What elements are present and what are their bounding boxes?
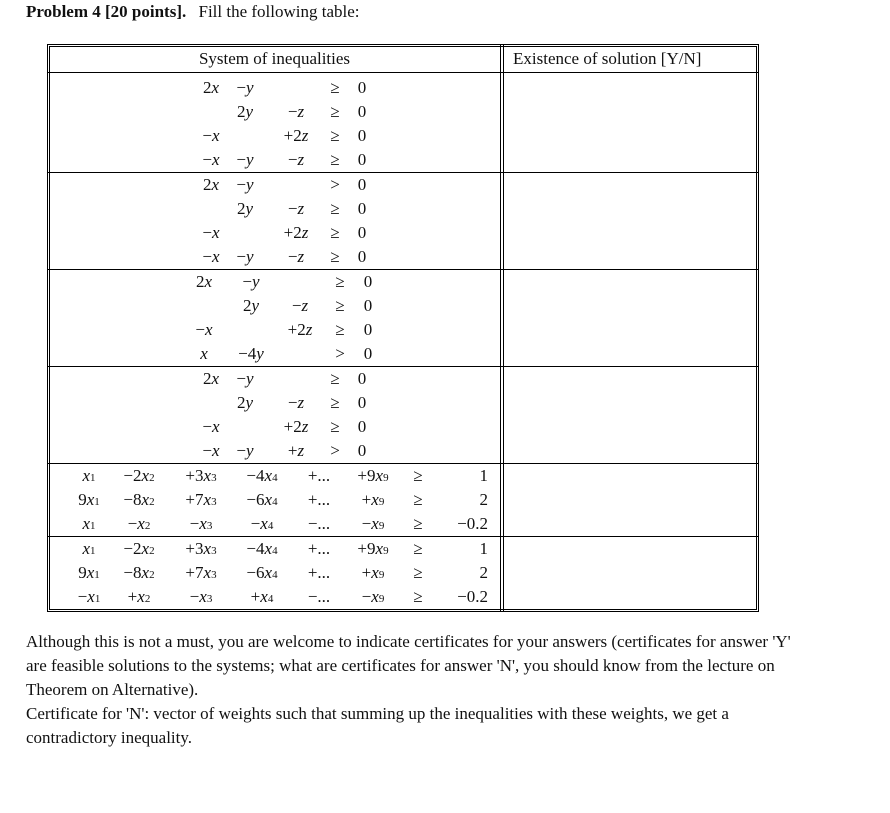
inequality-row (0, 391, 500, 415)
inequality-term: +... (307, 563, 331, 582)
inequality-term: +z (287, 441, 305, 460)
inequality-term: ≥ (330, 199, 340, 218)
inequality-term: −x (202, 126, 220, 145)
inequality-term: 0 (363, 296, 373, 315)
inequality-term: ≥ (330, 417, 340, 436)
header-existence-of-solution: Existence of solution [Y/N] (513, 49, 702, 68)
inequality-term: −z (287, 247, 305, 266)
inequality-term: 2x (202, 369, 220, 388)
inequality-row (0, 221, 500, 245)
inequality-term: −z (287, 199, 305, 218)
inequality-term: 2y (236, 199, 254, 218)
inequality-row (0, 367, 500, 391)
inequality-term: 0 (357, 441, 367, 460)
inequality-term: −x (202, 150, 220, 169)
inequality-term: +9x9 (357, 466, 389, 485)
inequality-term: 0 (363, 344, 373, 363)
inequality-term: ≥ (330, 78, 340, 97)
inequality-term: −z (287, 150, 305, 169)
inequality-row (0, 464, 500, 488)
inequality-term: −x9 (361, 587, 385, 606)
inequality-term: > (330, 441, 340, 460)
inequality-term: −8x2 (123, 490, 155, 509)
answer-cell[interactable] (506, 270, 754, 366)
inequality-term: −x (195, 320, 213, 339)
inequality-term: 0 (357, 150, 367, 169)
inequality-term: +7x3 (185, 490, 217, 509)
inequality-term: −x (202, 223, 220, 242)
inequality-term: +... (307, 466, 331, 485)
inequality-term: +x9 (361, 563, 385, 582)
inequality-term: −4x4 (246, 466, 278, 485)
inequality-term: ≥ (413, 539, 423, 558)
answer-cell[interactable] (506, 76, 754, 172)
answer-cell[interactable] (506, 367, 754, 463)
inequality-term: ≥ (413, 466, 423, 485)
problem-heading (26, 2, 360, 22)
notes (26, 630, 806, 750)
inequality-term: ≥ (330, 393, 340, 412)
inequality-term: 2y (236, 393, 254, 412)
inequality-term: −x (202, 441, 220, 460)
inequality-term: x1 (82, 466, 96, 485)
inequality-term: 2x (202, 78, 220, 97)
inequality-term: 0 (357, 393, 367, 412)
inequality-row (0, 342, 500, 366)
inequality-term: −2x2 (123, 539, 155, 558)
inequality-term: −x9 (361, 514, 385, 533)
inequality-term: 1 (479, 539, 488, 558)
inequality-term: 0 (357, 175, 367, 194)
header-system-of-inequalities: System of inequalities (198, 49, 351, 68)
inequality-row (0, 270, 500, 294)
inequality-term: 0 (357, 126, 367, 145)
inequality-term: ≥ (335, 320, 345, 339)
inequality-term: +9x9 (357, 539, 389, 558)
inequality-term: +x4 (250, 587, 274, 606)
inequality-term: 0 (357, 417, 367, 436)
inequality-row (0, 488, 500, 512)
inequality-term: −2x2 (123, 466, 155, 485)
inequality-term: ≥ (413, 490, 423, 509)
inequality-term: +2z (283, 417, 309, 436)
inequality-term: 0 (357, 199, 367, 218)
inequality-term: +x9 (361, 490, 385, 509)
inequality-term: 0 (357, 223, 367, 242)
inequality-term: −6x4 (246, 490, 278, 509)
inequality-term: x (200, 344, 208, 363)
inequality-term: −x3 (189, 587, 213, 606)
problem-label: Problem 4 [20 points]. (26, 2, 187, 21)
inequality-row (0, 245, 500, 269)
inequality-term: 9x1 (78, 563, 100, 582)
inequality-term: −y (236, 369, 254, 388)
inequality-term: 9x1 (78, 490, 100, 509)
inequality-row (0, 537, 500, 561)
inequality-term: 0 (357, 102, 367, 121)
inequality-row (0, 439, 500, 463)
inequality-term: −y (236, 150, 254, 169)
inequality-term: ≥ (330, 223, 340, 242)
notes-paragraph-2: Certificate for 'N': vector of weights such that summing up the inequalities with these weights, we get a contradictory inequality. (26, 704, 729, 747)
inequality-term: ≥ (413, 563, 423, 582)
inequality-row (0, 100, 500, 124)
inequality-term: 0 (357, 369, 367, 388)
inequality-term: −x (202, 247, 220, 266)
inequality-term: +3x3 (185, 466, 217, 485)
inequality-term: −x3 (189, 514, 213, 533)
answer-cell[interactable] (506, 537, 754, 609)
inequality-term: +2z (283, 223, 309, 242)
inequality-term: ≥ (413, 587, 423, 606)
inequality-term: −x4 (250, 514, 274, 533)
inequality-term: −x1 (77, 587, 101, 606)
inequality-term: +... (307, 539, 331, 558)
inequality-row (0, 585, 500, 609)
inequality-term: +2z (287, 320, 313, 339)
answer-cell[interactable] (506, 464, 754, 536)
inequality-row (0, 173, 500, 197)
inequality-term: −4y (238, 344, 264, 363)
notes-paragraph-1: Although this is not a must, you are welcome to indicate certificates for your answers (certificates for answer 'Y' are feasible solutions to the systems; what are certificates for answer 'N', you should know from the lecture on Theorem on Alternative). (26, 632, 791, 699)
inequality-term: +7x3 (185, 563, 217, 582)
inequality-row (0, 124, 500, 148)
inequality-term: 0 (363, 320, 373, 339)
inequality-row (0, 148, 500, 172)
inequality-term: −y (236, 78, 254, 97)
inequality-term: ≥ (330, 369, 340, 388)
inequality-term: −x2 (127, 514, 151, 533)
problem-instruction: Fill the following table: (198, 2, 360, 21)
answer-cell[interactable] (506, 173, 754, 269)
inequality-term: ≥ (330, 247, 340, 266)
inequality-term: −y (236, 247, 254, 266)
inequality-term: −8x2 (123, 563, 155, 582)
inequality-term: 2y (242, 296, 260, 315)
inequality-term: ≥ (335, 272, 345, 291)
inequality-term: 2x (202, 175, 220, 194)
inequality-term: x1 (82, 539, 96, 558)
inequality-term: +3x3 (185, 539, 217, 558)
inequality-row (0, 197, 500, 221)
inequality-term: −y (242, 272, 260, 291)
inequality-term: > (330, 175, 340, 194)
inequality-row (0, 318, 500, 342)
inequality-term: ≥ (330, 126, 340, 145)
inequality-row (0, 76, 500, 100)
inequality-term: 0 (357, 247, 367, 266)
inequality-term: x1 (82, 514, 96, 533)
inequality-term: −0.2 (457, 587, 488, 606)
inequality-term: 1 (479, 466, 488, 485)
inequality-term: 2x (195, 272, 213, 291)
inequality-term: +2z (283, 126, 309, 145)
inequality-term: −... (307, 514, 331, 533)
inequality-term: −z (287, 393, 305, 412)
inequality-term: −x (202, 417, 220, 436)
inequality-term: −6x4 (246, 563, 278, 582)
inequality-term: ≥ (330, 102, 340, 121)
inequality-term: −4x4 (246, 539, 278, 558)
inequality-term: 2y (236, 102, 254, 121)
inequality-term: −0.2 (457, 514, 488, 533)
inequality-term: 2 (479, 490, 488, 509)
inequality-term: ≥ (330, 150, 340, 169)
inequality-term: 2 (479, 563, 488, 582)
inequality-term: −z (287, 102, 305, 121)
column-divider (500, 44, 504, 612)
inequality-row (0, 415, 500, 439)
inequality-term: ≥ (335, 296, 345, 315)
inequality-term: 0 (357, 78, 367, 97)
inequality-term: > (335, 344, 345, 363)
header-divider (47, 72, 759, 73)
inequality-row (0, 294, 500, 318)
inequality-term: −y (236, 441, 254, 460)
inequality-term: ≥ (413, 514, 423, 533)
inequality-term: 0 (363, 272, 373, 291)
inequality-term: −... (307, 587, 331, 606)
inequality-row (0, 512, 500, 536)
inequality-term: +... (307, 490, 331, 509)
inequality-term: −y (236, 175, 254, 194)
inequality-row (0, 561, 500, 585)
inequality-term: −z (291, 296, 309, 315)
inequality-term: +x2 (127, 587, 151, 606)
